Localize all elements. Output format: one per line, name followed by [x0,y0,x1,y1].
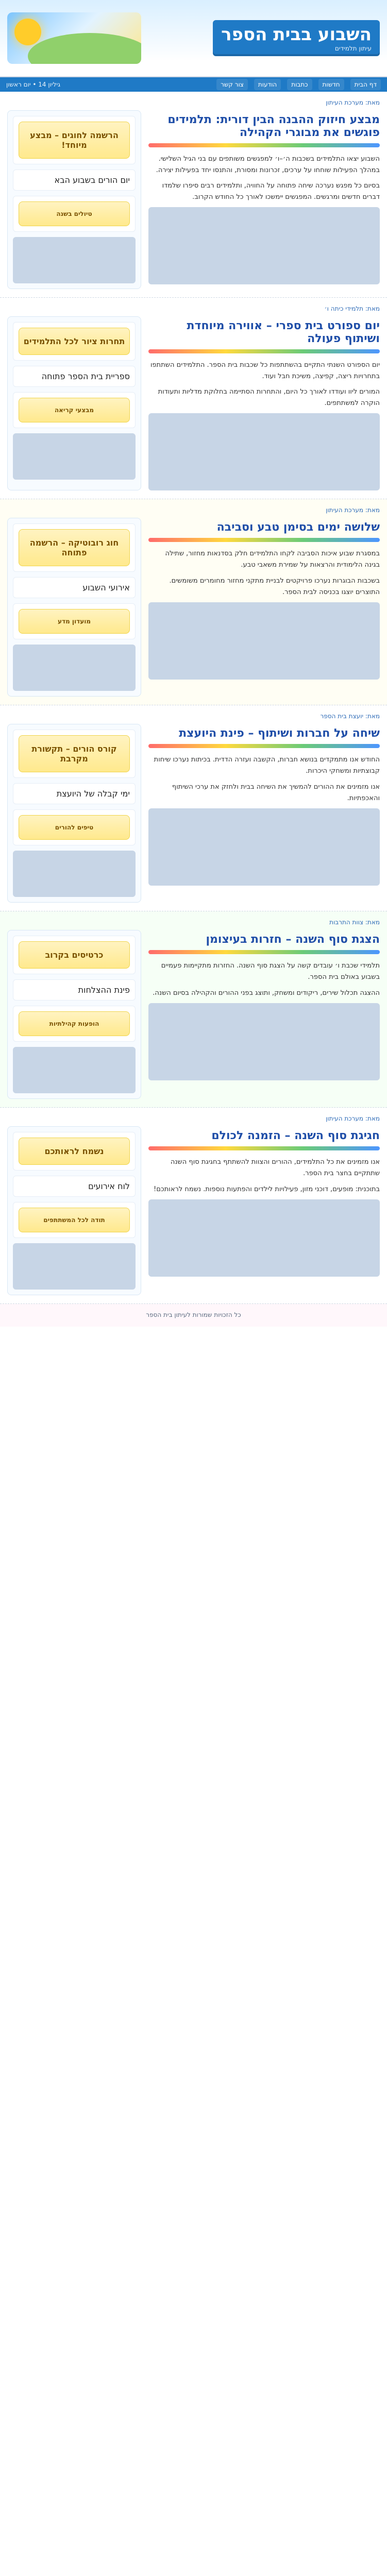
article-photo [148,1003,380,1080]
article [148,930,380,1099]
sun-shape [14,19,41,45]
ad-box-small[interactable]: מבצעי קריאה [19,398,130,422]
article-paragraph: ההצגה תכלול שירים, ריקודים ומשחק, ותוצג בפני ההורים והקהילה בסיום השנה. [153,989,380,997]
article [148,724,380,903]
side-note [13,783,136,804]
decor-strip [148,950,380,954]
section-6 [0,1108,387,1304]
side-photo [13,1047,136,1093]
issue-meta: גיליון 14 • יום ראשון [6,81,61,88]
article-paragraph: אנו מזמינים את ההורים להמשיך את השיחה בבית ולחזק את ערכי השיתוף והאכפתיות. [172,783,380,802]
side-note-text: ימי קבלה של היועצת [56,789,130,799]
side-photo [13,433,136,480]
article-paragraph: השבוע יצאו התלמידים בשכבות ה׳–ו׳ למפגשים משותפים עם בני הגיל השלישי. במהלך הפעילות שוחחו על ערכים, זכרונות ומסורת, והתנסו יחד בפעילות יצירה. [156,155,380,175]
side-ad-secondary[interactable] [13,1202,136,1238]
section-3 [0,499,387,705]
side-note-text: לוח אירועים [88,1181,130,1192]
decor-strip [148,744,380,748]
article [148,110,380,289]
hill-shape [28,33,141,64]
decor-strip [148,538,380,542]
footer-text: כל הזכויות שמורות לעיתון בית הספר [146,1311,241,1319]
nav-announcements[interactable]: הודעות [254,79,281,90]
section-byline: מאת: מערכת העיתון [326,1115,380,1123]
section-byline: מאת: מערכת העיתון [326,506,380,514]
brand-title: השבוע בבית הספר [221,24,372,45]
decor-strip [148,1146,380,1150]
nav-articles[interactable]: כתבות [287,79,312,90]
masthead [0,0,387,77]
nav-home[interactable]: דף הבית [350,79,381,90]
nav-contact[interactable]: צור קשר [216,79,248,90]
footer [0,1304,387,1327]
sidebar [7,316,141,490]
side-note [13,577,136,598]
decor-strip [148,349,380,353]
article-paragraph: יום הספורט השנתי התקיים בהשתתפות כל שכבות בית הספר. התלמידים השתתפו בתחרויות ריצה, קפיצה, משיכת חבל ועוד. [150,361,380,381]
decor-strip [148,143,380,147]
ad-box[interactable]: חוג רובוטיקה – הרשמה פתוחה [19,529,130,566]
article-title: חגיגת סוף השנה – הזמנה לכולם [211,1129,380,1143]
side-note [13,170,136,191]
article-paragraph: במסגרת שבוע איכות הסביבה לקחו התלמידים חלק בסדנאות מחזור, שתילה בגינה הלימודית והרצאות על שמירת משאבי טבע. [165,550,380,569]
section-byline: מאת: מערכת העיתון [326,99,380,106]
article-paragraph: תלמידי שכבת ו׳ עובדים קשה על הצגת סוף השנה. החזרות מתקיימות פעמיים בשבוע באולם בית הספר. [161,962,380,981]
side-ad-secondary[interactable] [13,196,136,232]
article-paragraph: המורים ליוו ועודדו לאורך כל היום, והתחרות הסתיימה בחלוקת מדליות ותעודות הוקרה למשתתפים. [158,388,380,408]
brand-subtitle: עיתון תלמידים [334,45,372,52]
article-paragraph: בתוכנית: מופעים, דוכני מזון, פעילויות לילדים והפתעות נוספות. נשמח לראותכם! [154,1185,380,1193]
ad-box[interactable]: הרשמה לחוגים – מבצע מיוחד! [19,122,130,159]
section-1 [0,92,387,298]
ad-box-small[interactable]: טיפים להורים [19,815,130,840]
side-note-text: אירועי השבוע [82,583,130,593]
ad-box-small[interactable]: הופעות קהילתיות [19,1011,130,1036]
side-photo [13,851,136,897]
ad-box-small[interactable]: תודה לכל המשתתפים [19,1208,130,1232]
ad-box[interactable]: נשמח לראותכם [19,1138,130,1165]
ad-box[interactable]: כרטיסים בקרוב [19,941,130,969]
ad-box[interactable]: קורס הורים – תקשורת מקרבת [19,735,130,772]
sidebar [7,724,141,903]
side-note-text: ספריית בית הספר פתוחה [41,371,130,381]
side-ad[interactable] [13,936,136,974]
side-photo [13,1243,136,1290]
sidebar [7,110,141,289]
article-paragraph: בסיום כל מפגש נערכה שיחה פתוחה על החוויה, ותלמידים רבים סיפרו שלמדו דברים חדשים ומרגשים. המפגשים יימשכו לאורך כל החודש הקרוב. [162,182,380,201]
side-ad[interactable] [13,730,136,778]
top-navigation [0,77,387,92]
side-ad[interactable] [13,523,136,572]
section-5 [0,911,387,1108]
ad-box[interactable]: תחרות ציור לכל התלמידים [19,328,130,355]
ad-box-small[interactable]: טיולים בשנה [19,201,130,226]
side-ad-secondary[interactable] [13,1006,136,1042]
article-title: מבצע חיזוק ההבנה הבין דורית: תלמידים פוגשים את מבוגרי הקהילה [167,113,380,139]
side-note-text: פינת ההצלחות [78,985,130,995]
side-note [13,1176,136,1197]
article-paragraph: בשכבות הבוגרות נערכו פרויקטים לבניית מתקני מחזור מחומרים משומשים. התוצרים יוצגו בכניסה לבית הספר. [169,577,380,596]
article-photo [148,1199,380,1277]
article-photo [148,602,380,680]
section-4 [0,705,387,911]
nav-news[interactable]: חדשות [318,79,344,90]
side-ad-secondary[interactable] [13,809,136,845]
brand-logo[interactable] [213,20,380,56]
side-ad[interactable] [13,322,136,361]
article-title: שלושה ימים בסימן טבע וסביבה [216,521,380,534]
section-byline: מאת: תלמידי כיתה ו׳ [324,305,380,312]
side-photo [13,645,136,691]
article-paragraph: אנו מזמינים את כל התלמידים, ההורים והצוות להשתתף בחגיגת סוף השנה שתתקיים בחצר בית הספר. [170,1158,380,1178]
article [148,316,380,490]
side-ad-secondary[interactable] [13,603,136,639]
side-note [13,366,136,387]
article-title: הצגת סוף השנה – חזרות בעיצומן [206,933,380,946]
article-photo [148,413,380,490]
side-ad[interactable] [13,116,136,164]
article-paragraph: החודש אנו מתמקדים בנושא חברות, הקשבה ועזרה הדדית. בכיתות נערכו שיחות קבוצתיות ומשחקי היכרות. [154,756,380,775]
side-ad-secondary[interactable] [13,392,136,428]
sidebar [7,1126,141,1295]
section-byline: מאת: יועצת בית הספר [320,713,380,720]
section-byline: מאת: צוות התרבות [329,919,380,926]
section-2 [0,298,387,499]
article-title: יום ספורט בית ספרי – אווירה מיוחדת ושיתוף פעולה [187,319,380,345]
article-photo [148,207,380,284]
sidebar [7,930,141,1099]
article-title: שיחה על חברות ושיתוף – פינת היועצת [179,727,380,740]
article [148,518,380,697]
side-ad[interactable] [13,1132,136,1171]
side-photo [13,237,136,283]
side-note-text: יום הורים בשבוע הבא [54,175,130,185]
masthead-illustration [7,12,141,64]
side-note [13,979,136,1001]
article [148,1126,380,1295]
ad-box-small[interactable]: מועדון מדע [19,609,130,634]
article-photo [148,808,380,886]
sidebar [7,518,141,697]
